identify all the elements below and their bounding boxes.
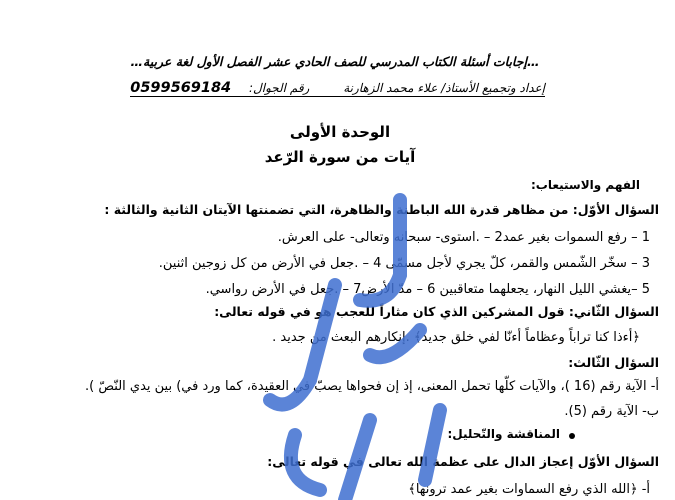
question-2: السؤال الثّاني: قول المشركين الذي كان مثاراً للعجب هو في قوله تعالى: <box>214 304 659 319</box>
document-title: …إجابات أسئلة الكتاب المدرسي للصف الحادي عشر الفصل الأول لغة عربية… <box>130 54 540 69</box>
answer-1-line-3: 5 –يغشي الليل النهار، يجعلهما متعاقبين 6 – مدّ الأرض7 – .جعل في الأرض رواسي. <box>205 282 650 297</box>
answer-3-a: أ- الآية رقم (16 )، والآيات كلّها تحمل المعنى، إذ إن فحواها يصبّ في العقيدة، كما ورد في) بين يدي النّصّ ). <box>85 379 659 394</box>
answer-3-b: ب- الآية رقم (5). <box>564 404 659 419</box>
answer-4-a: أ- ﴿الله الذي رفع السماوات بغير عمد ترونها﴾ <box>408 482 650 497</box>
question-3: السؤال الثّالث: <box>568 355 659 370</box>
answer-1-line-2: 3 – سخّر الشّمس والقمر، كلّ يجري لأجل مسمّى 4 – .جعل في الأرض من كل زوجين اثنين. <box>158 256 650 271</box>
surah-title: آيات من سورة الرّعد <box>264 148 416 166</box>
author-credit: إعداد وتجميع الأستاذ/ علاء محمد الزهارنة <box>343 81 545 95</box>
author-line <box>130 80 545 97</box>
answer-1-line-1: 1 – رفع السموات بغير عمد2 – .استوى- سبحانه وتعالى- على العرش. <box>277 230 650 245</box>
answer-2: ﴿أءذا كنا تراباً وعظاماً أءنّا لفي خلق جديد﴾ .إنكارهم البعث من جديد . <box>272 330 640 345</box>
header-underline <box>130 96 545 97</box>
phone-number: 0599569184 <box>130 80 232 96</box>
question-1: السؤال الأوّل: من مظاهر قدرة الله الباطنة والظاهرة، التي تضمنتها الآيتان الثانية والثالثة : <box>104 202 659 217</box>
question-4: السؤال الأوّل إعجاز الدال على عظمة الله تعالى في قوله تعالى: <box>267 454 659 469</box>
bullet-icon <box>569 433 575 439</box>
section-heading-comprehension: الفهم والاستيعاب: <box>530 178 640 192</box>
unit-title: الوحدة الأولى <box>289 123 391 141</box>
section-heading-analysis: المناقشة والتّحليل: <box>447 427 560 441</box>
phone-label: رقم الجوال: <box>248 81 310 95</box>
